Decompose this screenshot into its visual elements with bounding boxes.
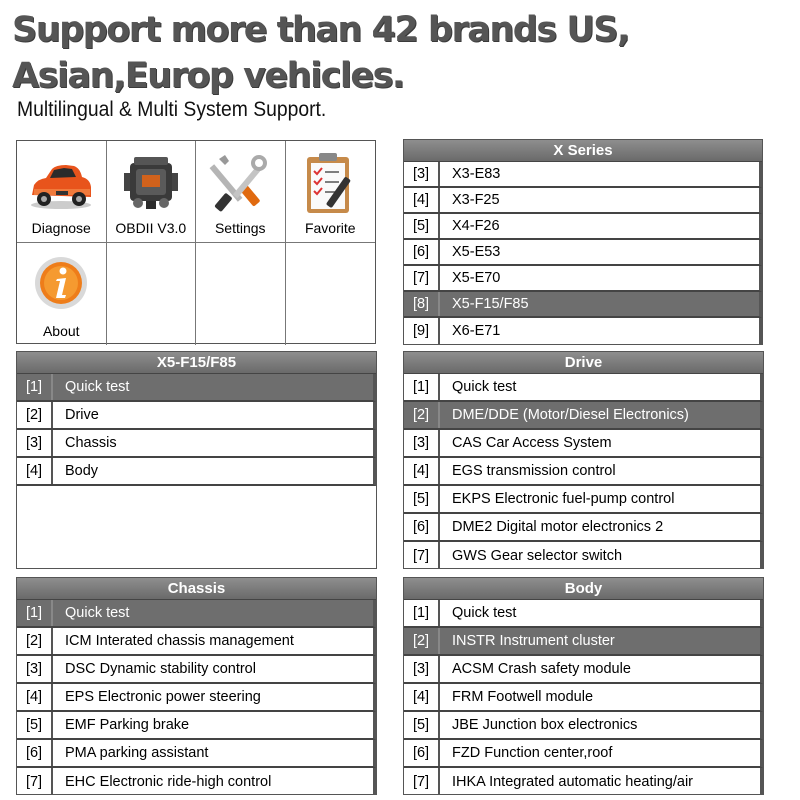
item-label: ICM Interated chassis management (65, 633, 294, 649)
panel-title: Body (404, 578, 763, 600)
menu-item-diagnose[interactable] (17, 141, 107, 243)
item-number: [8] (404, 292, 440, 316)
list-item[interactable] (17, 768, 376, 795)
item-label: X5-E53 (452, 244, 501, 260)
list-item[interactable] (404, 266, 762, 292)
list-item[interactable] (404, 430, 763, 458)
item-number: [4] (404, 188, 440, 212)
item-number: [4] (17, 458, 53, 484)
item-number: [7] (404, 542, 440, 569)
item-number: [7] (404, 266, 440, 290)
item-number: [5] (404, 214, 440, 238)
item-label: Quick test (452, 605, 517, 621)
list-item[interactable] (404, 486, 763, 514)
item-label: Chassis (65, 435, 117, 451)
list-item[interactable] (17, 712, 376, 740)
item-label: Quick test (65, 605, 130, 621)
list-item[interactable] (404, 214, 762, 240)
item-number: [5] (404, 486, 440, 512)
item-number: [1] (404, 600, 440, 626)
list-item[interactable] (17, 402, 376, 430)
item-number: [3] (17, 656, 53, 682)
chassis-panel (16, 577, 377, 795)
list-item[interactable] (404, 374, 763, 402)
item-number: [3] (17, 430, 53, 456)
list-item[interactable] (404, 458, 763, 486)
item-label: IHKA Integrated automatic heating/air (452, 773, 694, 790)
menu-item-about[interactable] (17, 243, 107, 345)
item-number: [1] (17, 600, 53, 626)
list-item[interactable] (17, 656, 376, 684)
item-label: X3-E83 (452, 166, 501, 182)
item-label: Quick test (452, 379, 517, 395)
menu-item-obdii[interactable] (107, 141, 197, 243)
list-item[interactable] (404, 600, 763, 628)
list-item[interactable] (404, 712, 763, 740)
headline-line-1: Support more than 42 brands US, (12, 10, 629, 50)
x5-panel (16, 351, 377, 569)
list-item[interactable] (404, 768, 763, 795)
list-item-selected[interactable] (404, 402, 763, 430)
item-number: [1] (17, 374, 53, 400)
item-label: DME/DDE (Motor/Diesel Electronics) (452, 407, 689, 423)
item-number: [1] (404, 374, 440, 400)
panel-title: Drive (404, 352, 763, 374)
item-label: X5-F15/F85 (452, 296, 529, 312)
item-label: FZD Function center,roof (452, 745, 613, 761)
empty-cell (107, 243, 197, 345)
item-label: EPS Electronic power steering (65, 689, 261, 705)
item-label: EMF Parking brake (65, 717, 190, 733)
item-label: EGS transmission control (452, 463, 616, 479)
item-label: GWS Gear selector switch (452, 547, 623, 564)
list-item[interactable] (404, 740, 763, 768)
item-label: Body (65, 463, 99, 479)
item-number: [4] (17, 684, 53, 710)
x-series-panel (403, 139, 763, 345)
item-number: [2] (17, 402, 53, 428)
item-number: [3] (404, 656, 440, 682)
item-label: JBE Junction box electronics (452, 717, 638, 733)
item-number: [9] (404, 318, 440, 344)
list-item-selected[interactable] (404, 628, 763, 656)
item-number: [6] (17, 740, 53, 766)
list-item[interactable] (404, 684, 763, 712)
item-number: [4] (404, 684, 440, 710)
panel-title: X5-F15/F85 (17, 352, 376, 374)
headline-line-2: Asian,Europ vehicles. (12, 56, 404, 96)
item-number: [3] (404, 430, 440, 456)
item-label: X3-F25 (452, 192, 500, 208)
list-item[interactable] (404, 542, 763, 569)
item-label: X6-E71 (452, 323, 501, 339)
item-label: EHC Electronic ride-high control (65, 773, 272, 790)
list-item[interactable] (404, 514, 763, 542)
list-item[interactable] (17, 740, 376, 768)
item-number: [2] (404, 402, 440, 428)
item-label: Quick test (65, 379, 130, 395)
empty-cell (196, 243, 286, 345)
main-menu (16, 140, 376, 344)
list-item[interactable] (404, 656, 763, 684)
list-item[interactable] (17, 458, 376, 486)
item-label: FRM Footwell module (452, 689, 594, 705)
list-item[interactable] (404, 318, 762, 344)
item-label: DME2 Digital motor electronics 2 (452, 519, 664, 535)
item-label: ACSM Crash safety module (452, 661, 631, 677)
menu-item-label: Favorite (304, 220, 356, 236)
panel-title: Chassis (17, 578, 376, 600)
menu-item-label: Settings (214, 220, 266, 236)
item-label: Drive (65, 407, 99, 423)
subtitle: Multilingual & Multi System Support. (17, 98, 327, 121)
engine-icon (116, 149, 186, 219)
list-item[interactable] (17, 628, 376, 656)
list-item-selected[interactable] (17, 600, 376, 628)
info-icon (26, 251, 96, 321)
menu-item-favorite[interactable] (286, 141, 376, 243)
item-number: [2] (404, 628, 440, 654)
list-item-selected[interactable] (17, 374, 376, 402)
menu-item-label: OBDII V3.0 (115, 220, 187, 236)
item-number: [2] (17, 628, 53, 654)
item-label: EKPS Electronic fuel-pump control (452, 491, 675, 507)
body-panel (403, 577, 764, 795)
item-number: [3] (404, 162, 440, 186)
item-number: [6] (404, 740, 440, 766)
item-label: DSC Dynamic stability control (65, 661, 256, 677)
item-label: X5-E70 (452, 270, 501, 286)
menu-item-label: Diagnose (31, 220, 91, 236)
tools-icon (205, 149, 275, 219)
item-number: [5] (404, 712, 440, 738)
car-icon (26, 149, 96, 219)
empty-cell (286, 243, 376, 345)
item-label: X4-F26 (452, 218, 500, 234)
list-item[interactable] (17, 684, 376, 712)
list-item[interactable] (404, 188, 762, 214)
item-label: PMA parking assistant (65, 745, 209, 761)
drive-panel (403, 351, 764, 569)
list-item[interactable] (404, 162, 762, 188)
list-item[interactable] (17, 430, 376, 458)
panel-title: X Series (404, 140, 762, 162)
item-number: [6] (404, 514, 440, 540)
item-number: [4] (404, 458, 440, 484)
item-label: INSTR Instrument cluster (452, 633, 615, 649)
clipboard-icon (295, 149, 365, 219)
list-item[interactable] (404, 240, 762, 266)
list-item-selected[interactable] (404, 292, 762, 318)
item-number: [6] (404, 240, 440, 264)
item-label: CAS Car Access System (452, 435, 612, 451)
item-number: [5] (17, 712, 53, 738)
item-number: [7] (17, 768, 53, 795)
menu-item-label: About (42, 323, 80, 339)
item-number: [7] (404, 768, 440, 795)
menu-item-settings[interactable] (196, 141, 286, 243)
